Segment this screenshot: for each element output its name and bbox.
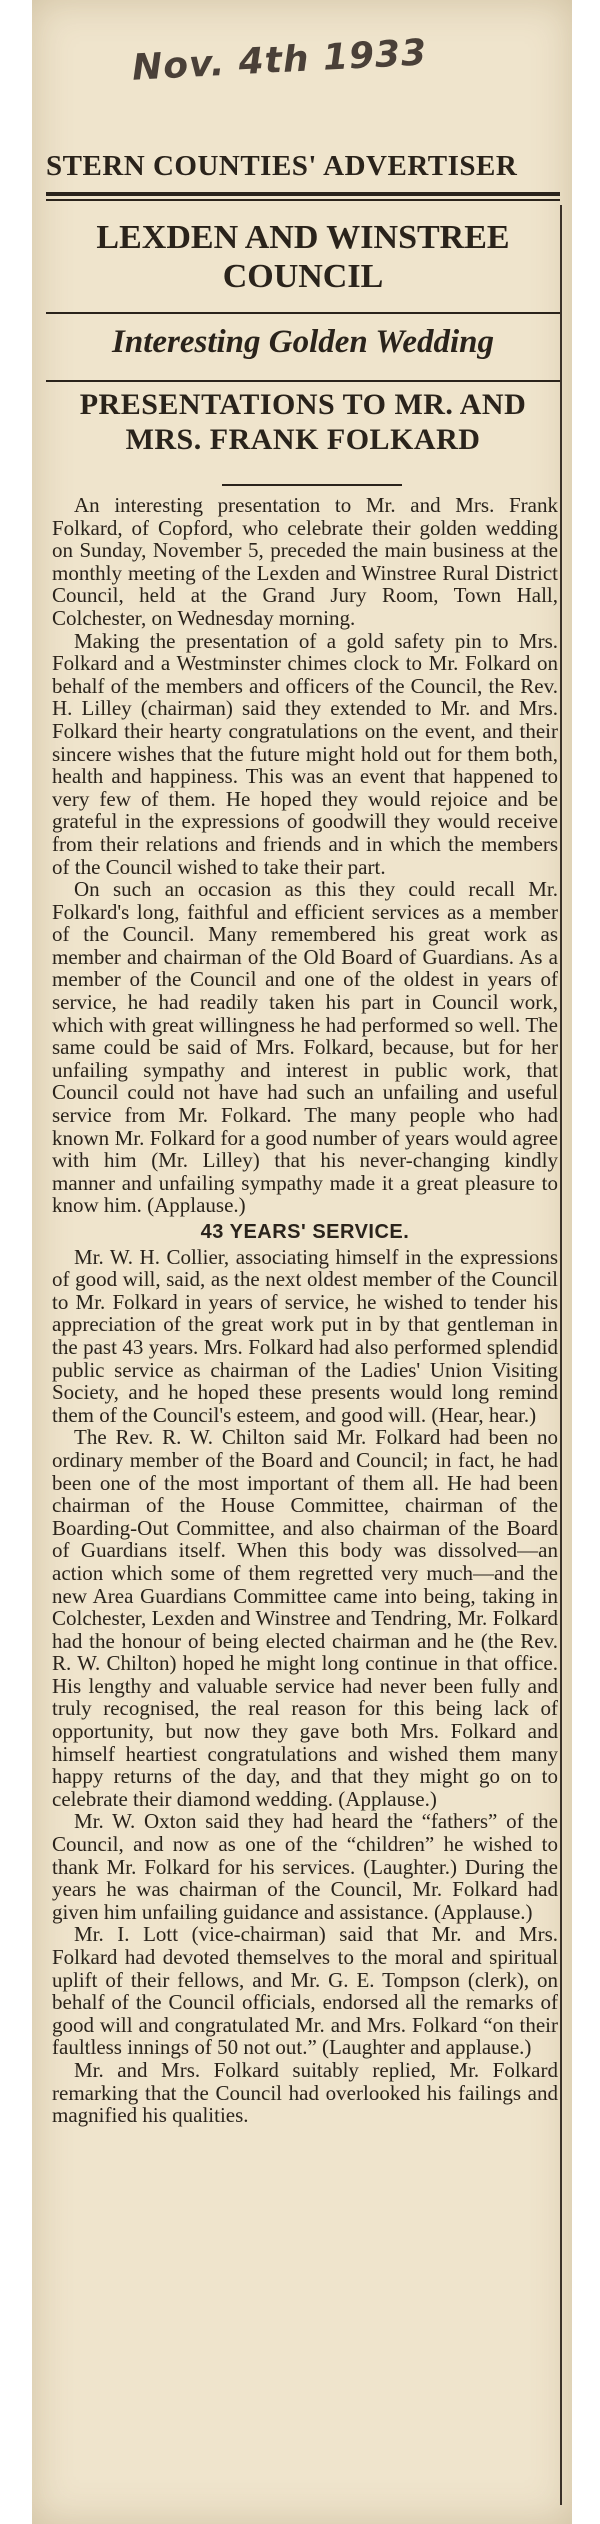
- newspaper-masthead: STERN COUNTIES' ADVERTISER: [46, 150, 518, 182]
- headline-rule-1: [46, 312, 560, 314]
- article-paragraph: On such an occasion as this they could recall Mr. Folkard's long, faithful and efficient services as a member of the Council. Many remembered his great work as member and chairman of the Old Board of Guardians. As a member of the Council and one of the oldest in years of service, he had readily taken his part in Council work, which with great willingness he had performed so well. The same could be said of Mrs. Folkard, because, but for her unfailing sympathy and interest in public work, that Council could not have had such an unfailing and useful service from Mr. Folkard. The many people who had known Mr. Folkard for a good number of years would agree with him (Mr. Lilley) that his never-changing kindly manner and unfailing sympathy made it a great pleasure to know him. (Applause.): [52, 877, 558, 1218]
- article-body: [52, 494, 558, 2127]
- masthead-rule-thin: [46, 199, 560, 201]
- article-paragraph: An interesting presentation to Mr. and Mrs. Frank Folkard, of Copford, who celebrate their golden wedding on Sunday, November 5, preceded the main business at the monthly meeting of the Lexden and Winstree Rural District Council, held at the Grand Jury Room, Town Hall, Colchester, on Wednesday morning.: [52, 493, 558, 630]
- newspaper-clipping: [32, 0, 572, 2524]
- article-paragraph: The Rev. R. W. Chilton said Mr. Folkard had been no ordinary member of the Board and Council; in fact, he had been one of the most important of them all. He had been chairman of the House Committee, chairman of the Boarding-Out Committee, and also chairman of the Board of Guardians itself. When this body was dissolved—an action which some of them regretted very much—and the new Area Guardians Committee came into being, taking in Colchester, Lexden and Winstree and Tendring, Mr. Folkard had the honour of being elected chairman and he (the Rev. R. W. Chilton) hoped he might long continue in that office. His lengthy and valuable service had never been fully and truly recognised, the real reason for this being lack of opportunity, but now they gave both Mrs. Folkard and himself heartiest congratulations and wished them many happy returns of the day, and that they might go on to celebrate their diamond wedding. (Applause.): [52, 1425, 558, 1811]
- headline-presentations: PRESENTATIONS TO MR. AND MRS. FRANK FOLKARD: [79, 388, 527, 456]
- article-paragraph: Making the presentation of a gold safety pin to Mrs. Folkard and a Westminster chimes clock to Mr. Folkard on behalf of the members and officers of the Council, the Rev. H. Lilley (chairman) said they extended to Mr. and Mrs. Folkard their hearty congratulations on the event, and their sincere wishes that the future might hold out for them both, health and happiness. This was an event that happened to very few of them. He hoped they would rejoice and be grateful in the expressions of goodwill they would receive from their relations and friends and in which the members of the Council wished to take their part.: [52, 628, 558, 879]
- article-paragraph: Mr. I. Lott (vice-chairman) said that Mr. and Mrs. Folkard had devoted themselves to the moral and spiritual uplift of their fellows, and Mr. G. E. Tompson (clerk), on behalf of the Council officials, endorsed all the remarks of good will and congratulated Mr. and Mrs. Folkard “on their faultless innings of 50 not out.” (Laughter and applause.): [52, 1922, 558, 2060]
- headline-council: LEXDEN AND WINSTREE COUNCIL: [96, 219, 510, 296]
- headline-short-rule: [222, 484, 402, 486]
- article-paragraph: Mr. W. Oxton said they had heard the “fathers” of the Council, and now as one of the “children” he wished to thank Mr. Folkard for his services. (Laughter.) During the years he was chairman of the Council, Mr. Folkard had given him unfailing guidance and assistance. (Applause.): [52, 1809, 558, 1924]
- column-rule: [560, 205, 562, 2505]
- article-paragraph: Mr. and Mrs. Folkard suitably replied, Mr. Folkard remarking that the Council had overlooked his failings and magnified his qualities.: [52, 2057, 558, 2128]
- handwritten-date: Nov. 4th 1933: [131, 32, 429, 89]
- article-paragraph: Mr. W. H. Collier, associating himself in the expressions of good will, said, as the next oldest member of the Council to Mr. Folkard in years of service, he wished to tender his appreciation of the great work put in by that gentleman in the past 43 years. Mrs. Folkard had also performed splendid public service as chairman of the Ladies' Union Visiting Society, and he hoped these presents would long remind them of the Council's esteem, and good will. (Hear, hear.): [52, 1244, 558, 1427]
- headline-rule-2: [46, 380, 560, 382]
- article-subhead: 43 YEARS' SERVICE.: [200, 1221, 410, 1243]
- masthead-rule-thick: [46, 192, 560, 196]
- headline-golden-wedding: Interesting Golden Wedding: [112, 324, 494, 360]
